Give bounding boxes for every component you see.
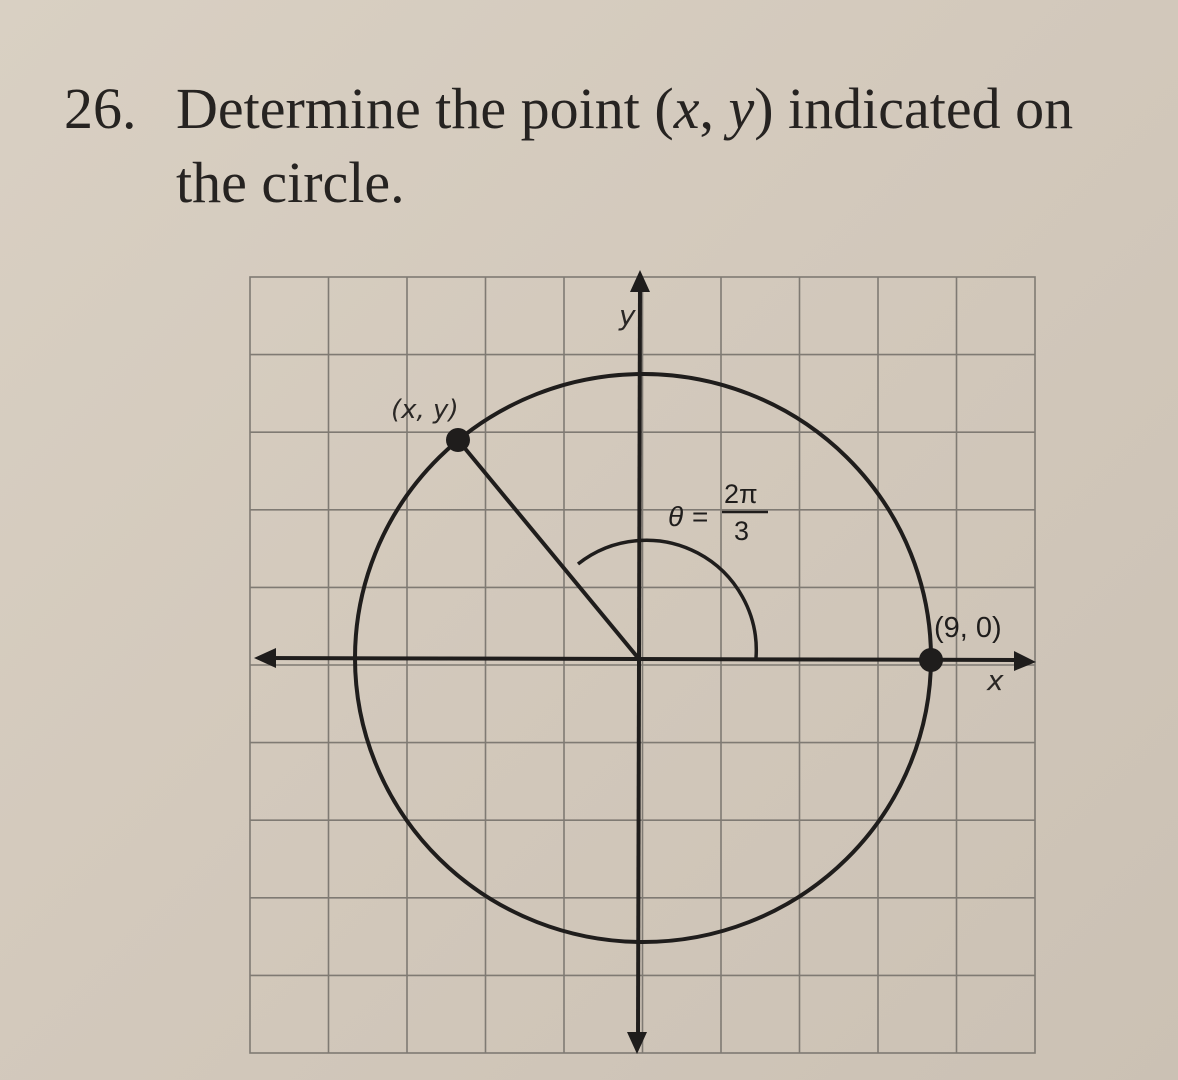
problem-comma: , <box>699 76 729 141</box>
point-9-0-label: (9, 0) <box>934 612 1002 644</box>
grid <box>250 277 1035 1053</box>
handwritten-point-label: (x, y) <box>391 395 459 425</box>
y-axis-top-arrow <box>630 270 650 292</box>
x-axis-right-arrow <box>1014 651 1036 671</box>
variable-x: x <box>673 76 700 141</box>
theta-equals: = <box>692 501 709 532</box>
problem-number: 26. <box>64 76 137 141</box>
theta-label <box>668 479 768 546</box>
theta-symbol: θ <box>668 501 684 532</box>
theta-denominator: 3 <box>734 516 750 546</box>
variable-y: y <box>728 76 755 141</box>
problem-text-before: Determine the point ( <box>176 76 674 141</box>
x-axis <box>262 658 1022 660</box>
problem-text-after: ) indicated on <box>754 76 1074 141</box>
angle-arc <box>578 540 756 658</box>
problem-line-2: the circle. <box>176 150 405 215</box>
theta-numerator: 2π <box>724 479 758 509</box>
point-9-0 <box>919 648 943 672</box>
y-axis-bottom-arrow <box>627 1032 647 1054</box>
y-axis-label: y <box>619 299 636 332</box>
x-axis-label: x <box>987 664 1004 697</box>
point-x-y <box>446 428 470 452</box>
y-axis <box>638 286 640 1040</box>
